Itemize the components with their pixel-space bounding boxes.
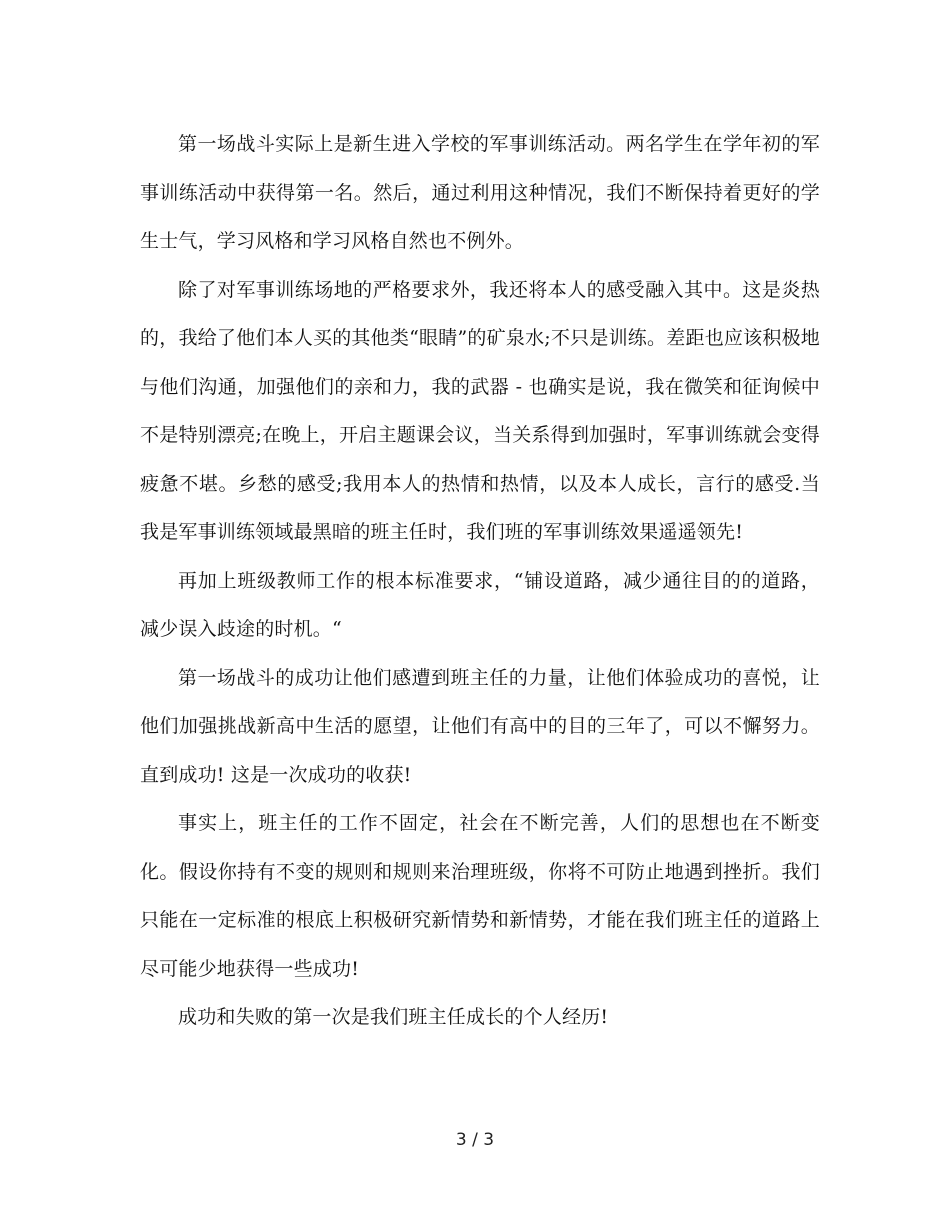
paragraph-4: 第一场战斗的成功让他们感遭到班主任的力量，让他们体验成功的喜悦，让他们加强挑战新高中生活的愿望，让他们有高中的目的三年了，可以不懈努力。直到成功! 这是一次成功的收获!: [140, 666, 820, 786]
document-body: [140, 120, 820, 1042]
paragraph-3: 再加上班级教师工作的根本标准要求，“铺设道路，减少通往目的的道路，减少误入歧途的时机。“: [140, 569, 820, 640]
paragraph-1: 第一场战斗实际上是新生进入学校的军事训练活动。两名学生在学年初的军事训练活动中获得第一名。然后，通过利用这种情况，我们不断保持着更好的学生士气，学习风格和学习风格自然也不例外。: [140, 133, 820, 252]
paragraph-6: 成功和失败的第一次是我们班主任成长的个人经历!: [178, 1006, 609, 1028]
paragraph-2: 除了对军事训练场地的严格要求外，我还将本人的感受融入其中。这是炎热的，我给了他们本人买的其他类“眼睛”的矿泉水;不只是训练。差距也应该积极地与他们沟通，加强他们的亲和力，我的武器 - 也确实是说，我在微笑和征询候中不是特别漂亮;在晚上，开启主题课会议，当关系得到加强时，军事训练就会变得疲惫不堪。乡愁的感受;我用本人的热情和热情，以及本人成长，言行的感受.当我是军事训练领域最黑暗的班主任时，我们班的军事训练效果遥遥领先!: [140, 278, 820, 543]
paragraph-5: 事实上，班主任的工作不固定，社会在不断完善，人们的思想也在不断变化。假设你持有不变的规则和规则来治理班级，你将不可防止地遇到挫折。我们只能在一定标准的根底上积极研究新情势和新情势，才能在我们班主任的道路上尽可能少地获得一些成功!: [140, 812, 820, 980]
page-number: 3 / 3: [455, 1130, 495, 1150]
